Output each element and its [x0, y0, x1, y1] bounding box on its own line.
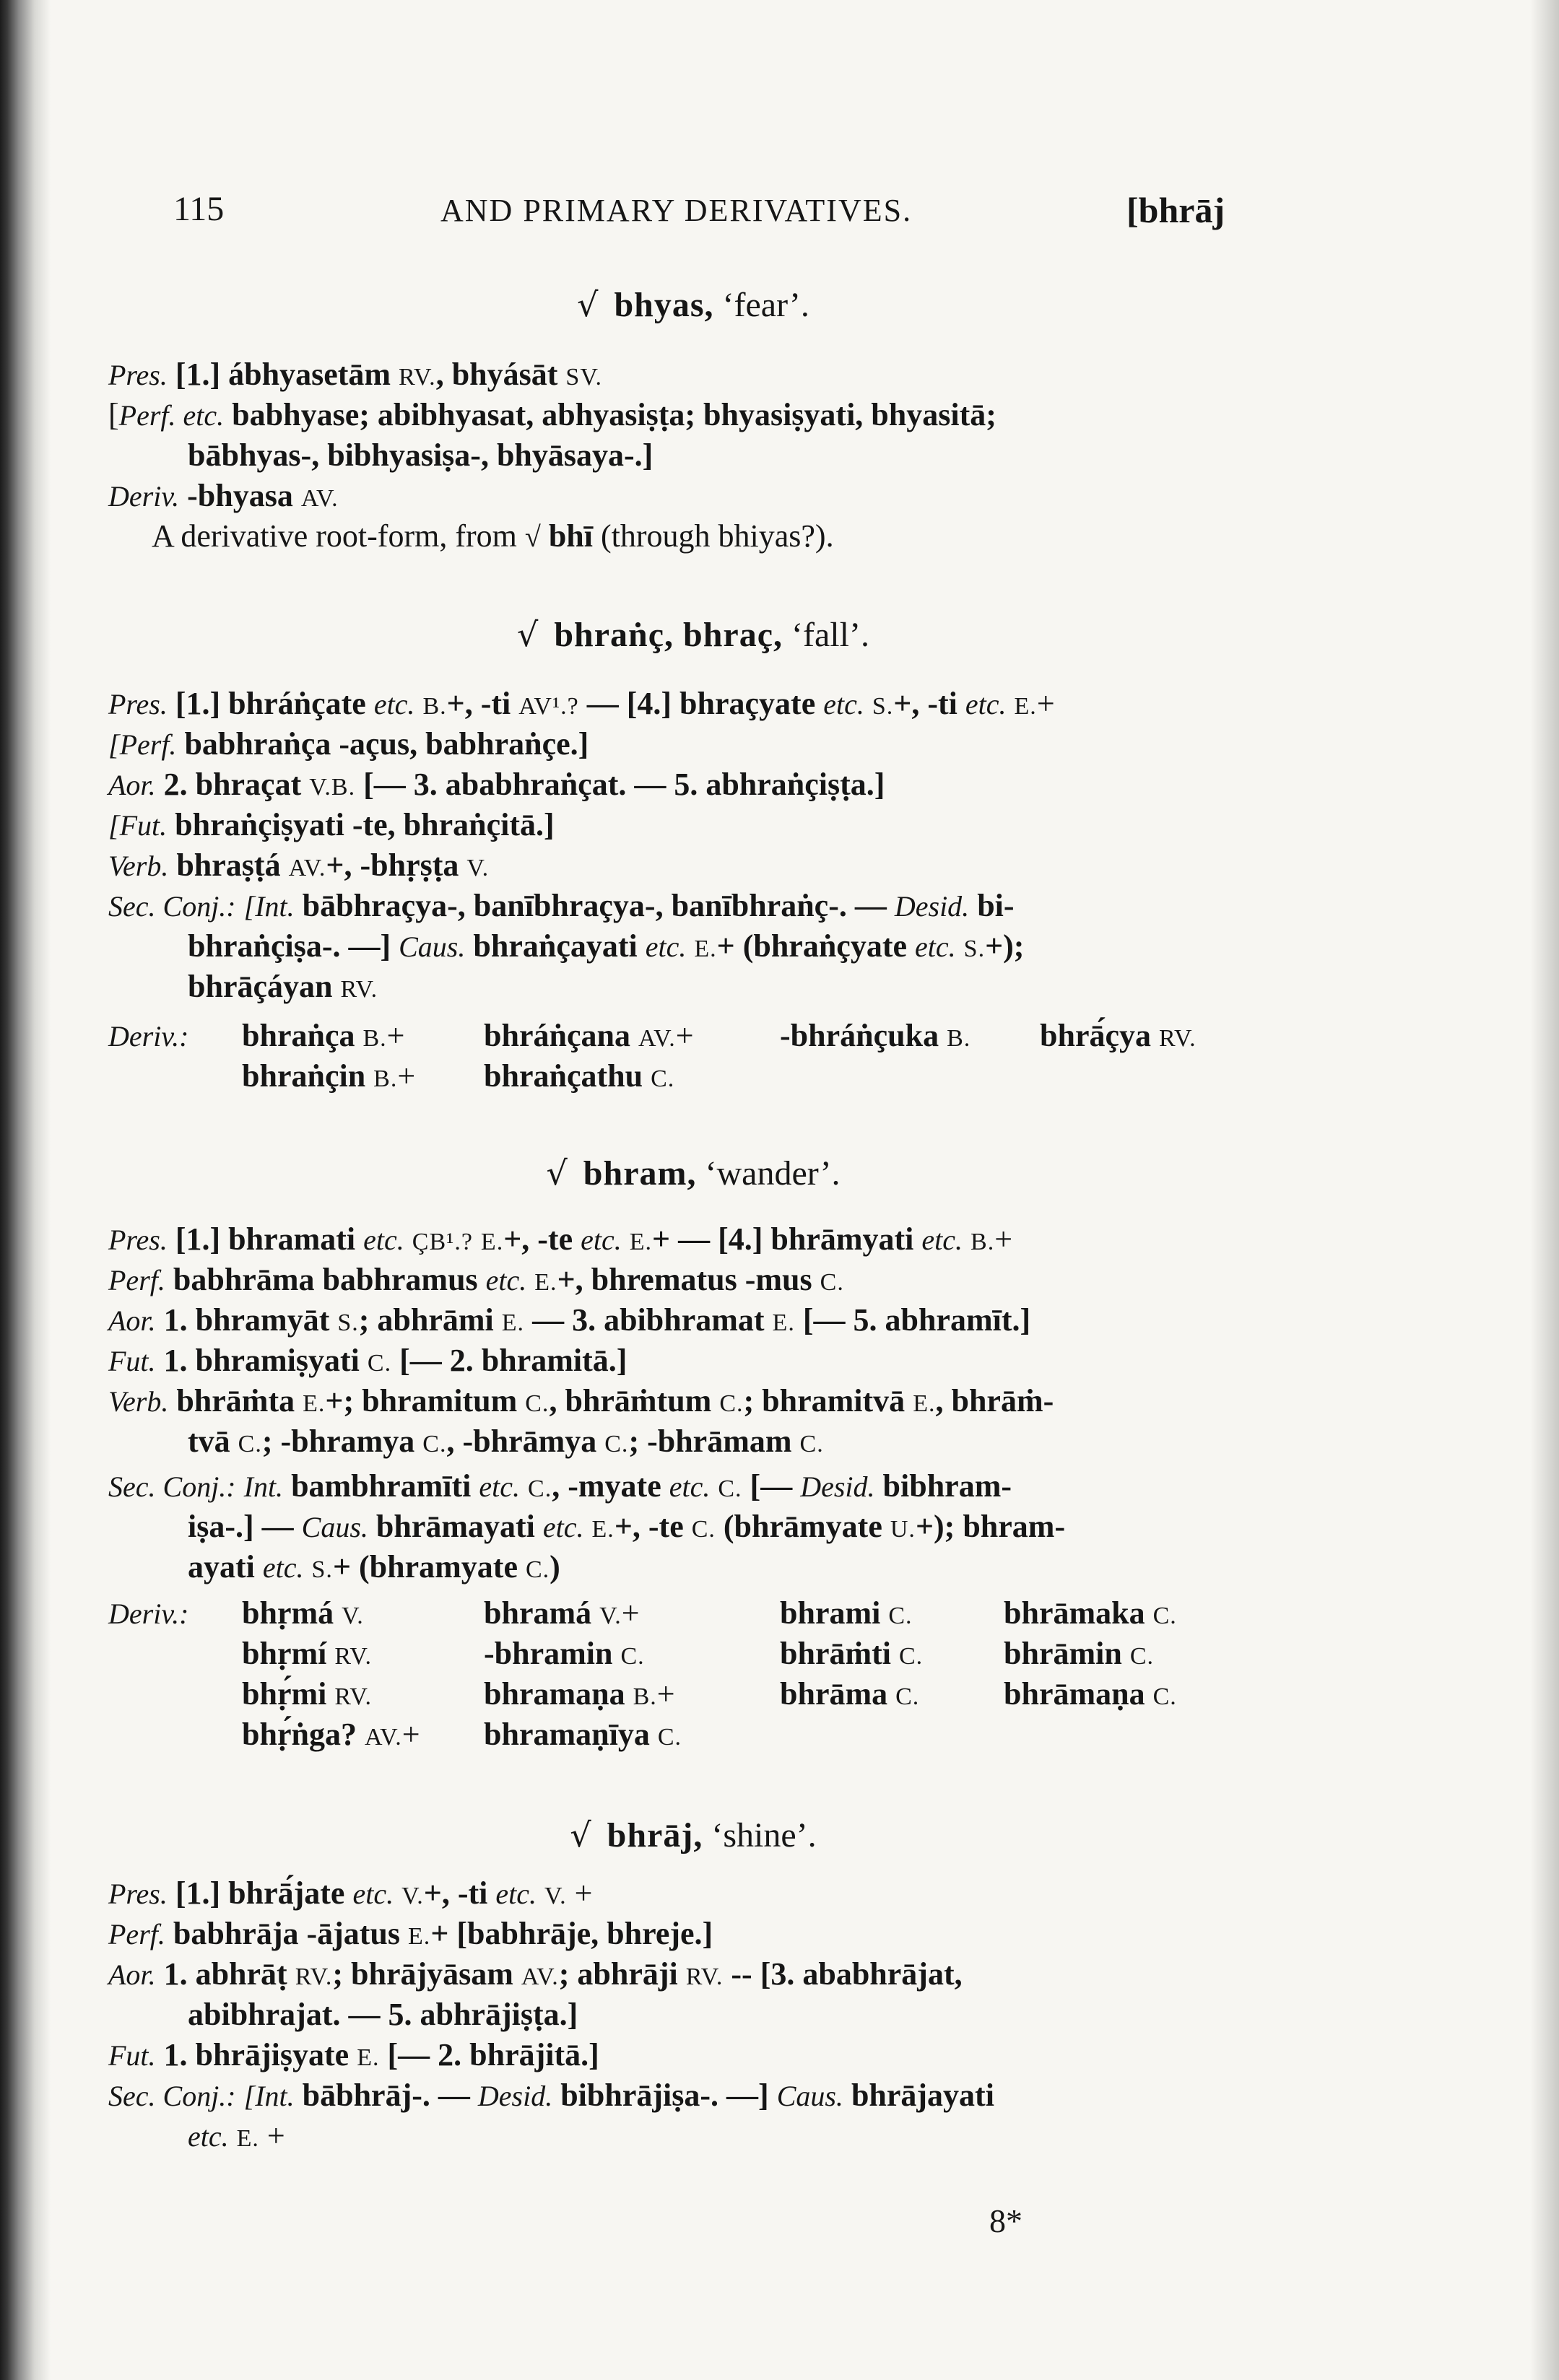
- etc-label: etc.: [352, 1878, 394, 1910]
- derivative-item: [242, 1016, 405, 1058]
- source-abbrev: RV.: [340, 976, 378, 1003]
- bhram-secondary-line: [108, 1467, 1278, 1509]
- source-abbrev: V.B.: [309, 774, 356, 801]
- form-text: + — [4.] bhrāmyati: [652, 1221, 914, 1257]
- source-abbrev: B.: [373, 1065, 398, 1092]
- form-text: bhraṅçayati: [473, 928, 638, 964]
- entry-title-bhraj: [108, 1815, 1278, 1855]
- entry-gloss: ‘fall’.: [791, 616, 869, 654]
- form-text: ; abhrāji: [558, 1956, 678, 1992]
- form-label: Perf. etc.: [118, 399, 225, 432]
- bhyas-deriv-line: [108, 476, 1278, 518]
- etc-label: etc.: [363, 1224, 404, 1256]
- form-text: +);: [985, 928, 1025, 964]
- form-text: [1.] bhráṅçate: [175, 686, 366, 721]
- source-abbrev: S.: [872, 693, 894, 720]
- form-text: babhrāma babhramus: [173, 1262, 478, 1297]
- radical-sign-icon: √: [570, 1815, 591, 1854]
- source-abbrev: U.: [890, 1516, 916, 1543]
- form-text: tvā: [188, 1424, 230, 1459]
- source-abbrev: E.: [913, 1390, 936, 1417]
- form-text: — 3. abibhramat: [532, 1302, 765, 1338]
- bhyas-present-line: [108, 355, 1278, 397]
- form-label: Fut.: [108, 2039, 156, 2072]
- derivative-item: [484, 1715, 682, 1757]
- source-abbrev: AV.: [300, 485, 339, 512]
- form-label: Perf.: [108, 1264, 165, 1296]
- bhram-secondary-line-2: [188, 1507, 1278, 1549]
- form-text: bhrāmayati: [375, 1509, 535, 1544]
- form-text: [— 5. abhramīt.]: [802, 1302, 1031, 1338]
- derivative-word: bhraṅçathu: [484, 1058, 643, 1094]
- entry-title-bhyas: [108, 285, 1278, 325]
- source-abbrev: E.: [408, 1923, 431, 1950]
- source-abbrev: C.: [657, 1724, 682, 1751]
- derivative-item: [1004, 1675, 1177, 1717]
- form-text: ayati: [188, 1549, 255, 1585]
- entry-root: bhyas,: [614, 286, 714, 324]
- form-label: Desid.: [800, 1470, 875, 1503]
- source-abbrev: AV.: [521, 1963, 559, 1990]
- form-text: ; -bhrāmam: [628, 1424, 792, 1459]
- form-text: bambhramīti: [291, 1468, 472, 1504]
- form-label: Desid.: [894, 890, 970, 923]
- form-label: Aor.: [108, 1958, 156, 1991]
- form-text: bhraṣṭá: [176, 847, 281, 883]
- form-text: + [babhrāje, bhreje.]: [430, 1916, 713, 1951]
- form-label: [Perf.: [108, 728, 177, 761]
- source-abbrev: RV.: [685, 1963, 724, 1990]
- form-label: [Int.: [243, 2080, 295, 2112]
- derivative-word: bhrami: [780, 1595, 881, 1631]
- running-head: [108, 189, 1278, 240]
- source-abbrev: RV.: [334, 1643, 372, 1670]
- form-text: bhraṅçiṣyati -te, bhraṅçitā.]: [175, 807, 555, 842]
- form-text: [— 3. ababhraṅçat. — 5. abhraṅçiṣṭa.]: [363, 767, 885, 802]
- running-title: AND PRIMARY DERIVATIVES.: [440, 193, 913, 228]
- bhranc-aorist-line: [108, 765, 1278, 807]
- form-text: [1.] bhramati: [175, 1221, 356, 1257]
- bhranc-secondary-line: [108, 886, 1278, 926]
- form-text: [—: [750, 1468, 793, 1504]
- signature-mark: 8*: [989, 2202, 1022, 2239]
- bhranc-future-line: [108, 806, 1278, 845]
- etc-label: etc.: [669, 1470, 711, 1503]
- derivative-item: [780, 1634, 923, 1676]
- source-abbrev: C.: [604, 1431, 629, 1457]
- derivative-word: bhramá: [484, 1595, 592, 1631]
- form-text: ; abhrāmi: [358, 1302, 494, 1338]
- source-abbrev: V.: [401, 1883, 424, 1909]
- form-text: ; bhramitvā: [743, 1383, 906, 1418]
- etc-label: etc.: [915, 930, 956, 963]
- form-label: Pres.: [108, 688, 168, 720]
- bhram-perfect-line: [108, 1260, 1278, 1302]
- derivative-word: -bhráṅçuka: [780, 1018, 939, 1053]
- form-text: , -myate: [552, 1468, 661, 1504]
- source-abbrev: E.: [1014, 693, 1037, 720]
- source-abbrev: AV.: [638, 1025, 676, 1052]
- form-text: bhrāçáyan: [188, 969, 333, 1004]
- form-text: 1. bhrājiṣyate: [163, 2037, 349, 2072]
- running-root: [bhrāj: [1126, 190, 1225, 230]
- source-abbrev: B.: [362, 1025, 387, 1052]
- source-abbrev: C.: [525, 1556, 550, 1583]
- source-abbrev: E.: [501, 1309, 525, 1336]
- form-text: +; bhramitum: [325, 1383, 518, 1418]
- form-text: (bhrāmyate: [723, 1509, 882, 1544]
- derivative-word: bhṛmí: [242, 1636, 327, 1671]
- source-abbrev: E.: [694, 936, 717, 962]
- form-text: iṣa-.] —: [188, 1509, 294, 1544]
- form-text: 2. bhraçat: [163, 767, 302, 802]
- form-text: +, -te: [503, 1221, 573, 1257]
- form-label: Pres.: [108, 359, 168, 391]
- bhyas-note: [152, 517, 1321, 557]
- plus-sign: +: [574, 1875, 593, 1911]
- derivative-word: bhrāṁti: [780, 1636, 891, 1671]
- form-text: +, -ti: [423, 1875, 488, 1911]
- form-text: [— 2. bhramitā.]: [399, 1343, 627, 1378]
- form-label: Desid.: [477, 2080, 553, 2112]
- source-abbrev: RV.: [399, 364, 436, 391]
- plus-sign: +: [401, 1717, 420, 1752]
- source-abbrev: C.: [1129, 1643, 1155, 1670]
- form-text: [— 2. bhrājitā.]: [387, 2037, 599, 2072]
- form-text: + (bhramyate: [332, 1549, 518, 1585]
- source-abbrev: AV¹.?: [518, 693, 579, 720]
- form-label: Perf.: [108, 1918, 165, 1950]
- form-label: Sec. Conj.:: [108, 890, 236, 923]
- source-abbrev: E.: [480, 1229, 504, 1255]
- source-abbrev: ÇB¹.?: [412, 1229, 473, 1255]
- bhraj-aorist-line: [108, 1955, 1278, 1997]
- form-text: +, -ti: [446, 686, 511, 721]
- entry-root: bhrāj,: [607, 1816, 703, 1854]
- source-abbrev: C.: [799, 1431, 824, 1457]
- form-text: +, -bhṛṣṭa: [326, 847, 459, 883]
- bhraj-secondary-line: [108, 2076, 1278, 2116]
- form-text: bi-: [977, 888, 1015, 923]
- form-text: +, -ti: [893, 686, 957, 721]
- bhram-verbal-line: [108, 1382, 1278, 1424]
- source-abbrev: RV.: [1159, 1025, 1197, 1052]
- derivative-item: [242, 1715, 420, 1757]
- bhranc-deriv-label: [108, 1016, 188, 1056]
- form-text: ): [550, 1549, 560, 1585]
- form-text: bābhyas-, bibhyasiṣa-, bhyāsaya-.]: [188, 437, 653, 473]
- source-abbrev: C.: [238, 1431, 262, 1457]
- derivative-item: [1040, 1016, 1197, 1058]
- form-text: bhrājayati: [851, 2078, 994, 2113]
- bhram-secondary-line-3: [188, 1548, 1278, 1590]
- source-abbrev: C.: [1152, 1683, 1177, 1710]
- source-abbrev: C.: [620, 1643, 645, 1670]
- derivative-word: bhráṅçana: [484, 1018, 630, 1053]
- etc-label: etc.: [965, 688, 1007, 720]
- source-abbrev: C.: [691, 1516, 716, 1543]
- source-abbrev: E.: [629, 1229, 653, 1255]
- form-text: 1. bhramiṣyati: [163, 1343, 360, 1378]
- form-label: Sec. Conj.:: [108, 2080, 236, 2112]
- derivative-item: [780, 1594, 913, 1636]
- etc-label: etc.: [485, 1264, 527, 1296]
- form-text: + (bhraṅçyate: [716, 928, 908, 964]
- source-abbrev: C.: [1152, 1603, 1177, 1629]
- source-abbrev: C.: [422, 1431, 447, 1457]
- source-abbrev: C.: [888, 1603, 913, 1629]
- form-text: ; -bhramya: [261, 1424, 415, 1459]
- source-abbrev: E.: [236, 2125, 259, 2152]
- source-abbrev: V.: [466, 855, 490, 881]
- bhranc-verbal-line: [108, 846, 1278, 888]
- entry-gloss: ‘fear’.: [722, 286, 809, 324]
- source-abbrev: C.: [718, 1475, 742, 1502]
- derivative-item: [484, 1057, 674, 1099]
- form-text: — [4.] bhraçyate: [586, 686, 816, 721]
- entry-root: bhraṅç, bhraç,: [554, 616, 783, 654]
- form-label: Caus.: [399, 930, 466, 963]
- derivative-item: [484, 1675, 675, 1717]
- form-text: [1.] ábhyasetām: [175, 357, 391, 392]
- etc-label: etc.: [542, 1511, 584, 1543]
- form-label: Caus.: [301, 1511, 368, 1543]
- source-abbrev: RV.: [334, 1683, 372, 1710]
- form-text: , -bhrāmya: [446, 1424, 597, 1459]
- source-abbrev: B.: [633, 1683, 657, 1710]
- source-abbrev: V.: [342, 1603, 364, 1629]
- bhraj-present-line: [108, 1874, 1278, 1916]
- bracket: [: [108, 397, 119, 432]
- source-abbrev: E.: [357, 2044, 380, 2071]
- etc-label: etc.: [479, 1470, 521, 1503]
- bhyas-perfect-line: [108, 396, 1278, 435]
- form-text: bābhraçya-, banībhraçya-, banībhraṅç-. —: [302, 888, 887, 923]
- source-abbrev: E.: [534, 1269, 557, 1296]
- form-label: Aor.: [108, 1304, 156, 1337]
- form-label: Verb.: [108, 850, 169, 882]
- bhram-present-line: [108, 1220, 1278, 1262]
- form-text: bibhrājiṣa-. —]: [560, 2078, 769, 2113]
- source-abbrev: E.: [591, 1516, 615, 1543]
- source-abbrev: B.: [422, 693, 447, 720]
- source-abbrev: AV.: [288, 855, 326, 881]
- bhraj-aorist-line-2: [188, 1995, 1278, 2034]
- bhraj-future-line: [108, 2036, 1278, 2078]
- source-abbrev: C.: [651, 1065, 675, 1092]
- derivative-item: [484, 1016, 694, 1058]
- source-abbrev: E.: [303, 1390, 326, 1417]
- bhram-verbal-line-2: [188, 1422, 1278, 1464]
- form-text: babhyase; abibhyasat, abhyasiṣṭa; bhyasiṣyati, bhyasitā;: [232, 397, 996, 432]
- form-label: Pres.: [108, 1878, 168, 1910]
- plus-sign: +: [266, 2118, 285, 2153]
- derivative-word: bhramaṇa: [484, 1676, 625, 1712]
- source-abbrev: C.: [899, 1643, 924, 1670]
- form-label: Deriv.:: [108, 1597, 189, 1630]
- scan-right-edge: [1530, 0, 1559, 2380]
- form-text: , bhyásāt: [435, 357, 558, 392]
- plus-sign: +: [397, 1058, 416, 1094]
- derivative-item: [242, 1634, 372, 1676]
- entry-gloss: ‘wander’.: [705, 1154, 841, 1193]
- derivative-word: bhramaṇīya: [484, 1717, 650, 1752]
- source-abbrev: S.: [963, 936, 986, 962]
- etc-label: etc.: [188, 2120, 229, 2153]
- derivative-item: [1004, 1634, 1154, 1676]
- source-abbrev: C.: [719, 1390, 744, 1417]
- page-number: 115: [173, 190, 225, 228]
- plus-sign: +: [1036, 686, 1055, 721]
- bhram-aorist-line: [108, 1301, 1278, 1343]
- form-label: Int.: [243, 1470, 284, 1503]
- form-text: +, -te: [614, 1509, 684, 1544]
- etc-label: etc.: [921, 1224, 963, 1256]
- source-abbrev: V.: [599, 1603, 622, 1629]
- etc-label: etc.: [645, 930, 687, 963]
- form-label: [Int.: [243, 890, 295, 923]
- derivative-word: bhṛ́mi: [242, 1676, 327, 1712]
- bhranc-secondary-line-2: [188, 927, 1278, 969]
- bhranc-perfect-line: [108, 725, 1278, 764]
- derivative-item: [1004, 1594, 1177, 1636]
- form-text: , bhrāṁtum: [549, 1383, 712, 1418]
- form-text: bhrāṁta: [176, 1383, 295, 1418]
- form-label: Verb.: [108, 1385, 169, 1418]
- form-text: -- [3. ababhrājat,: [731, 1956, 963, 1992]
- source-abbrev: E.: [772, 1309, 795, 1336]
- radical-sign-icon: √: [546, 1154, 568, 1193]
- form-text: 1. bhramyāt: [163, 1302, 330, 1338]
- derivative-word: bhṛ́ṅga?: [242, 1717, 357, 1752]
- derivative-item: [484, 1634, 645, 1676]
- derivative-item: [242, 1675, 372, 1717]
- plus-sign: +: [386, 1018, 405, 1053]
- derivative-word: -bhramin: [484, 1636, 613, 1671]
- source-abbrev: AV.: [364, 1724, 402, 1751]
- scan-binding-edge: [0, 0, 51, 2380]
- bhranc-present-line: [108, 684, 1278, 726]
- form-label: Fut.: [108, 1345, 156, 1377]
- plus-sign: +: [621, 1595, 640, 1631]
- form-text: bhraṅçiṣa-. —]: [188, 928, 391, 964]
- form-text: babhraṅça -açus, babhraṅçe.]: [184, 726, 589, 762]
- radical-sign-icon: √: [577, 285, 599, 324]
- derivative-word: bhrā́çya: [1040, 1018, 1151, 1053]
- derivative-item: [242, 1594, 364, 1636]
- form-label: Deriv.: [108, 480, 180, 513]
- source-abbrev: RV.: [295, 1963, 333, 1990]
- bhyas-perfect-line-2: [188, 436, 1278, 475]
- form-text: [1.] bhrā́jate: [175, 1875, 345, 1911]
- bhranc-secondary-line-3: [188, 967, 1278, 1009]
- note-text: A derivative root-form, from: [152, 518, 517, 554]
- form-label: Pres.: [108, 1224, 168, 1256]
- etc-label: etc.: [262, 1551, 304, 1584]
- derivative-item: [242, 1057, 415, 1099]
- etc-label: etc.: [581, 1224, 622, 1256]
- derivative-word: bhraṅçin: [242, 1058, 366, 1094]
- derivative-item: [780, 1675, 919, 1717]
- etc-label: etc.: [823, 688, 864, 720]
- etc-label: etc.: [373, 688, 415, 720]
- source-abbrev: V.: [544, 1883, 567, 1909]
- source-abbrev: C.: [820, 1269, 844, 1296]
- form-text: bibhram-: [882, 1468, 1012, 1504]
- form-text: babhrāja -ājatus: [173, 1916, 401, 1951]
- derivative-word: bhrāmin: [1004, 1636, 1122, 1671]
- form-text: abibhrajat. — 5. abhrājiṣṭa.]: [188, 1997, 578, 2032]
- etc-label: etc.: [495, 1878, 537, 1910]
- derivative-word: bhrāma: [780, 1676, 888, 1712]
- bhraj-perfect-line: [108, 1914, 1278, 1956]
- plus-sign: +: [675, 1018, 694, 1053]
- source-abbrev: B.: [947, 1025, 971, 1052]
- form-label: [Fut.: [108, 809, 168, 842]
- entry-root: bhram,: [583, 1154, 697, 1193]
- note-root: bhī: [548, 518, 593, 554]
- source-abbrev: B.: [970, 1229, 995, 1255]
- source-abbrev: C.: [525, 1390, 550, 1417]
- form-label: Caus.: [776, 2080, 843, 2112]
- derivative-word: bhṛmá: [242, 1595, 334, 1631]
- source-abbrev: C.: [367, 1350, 392, 1377]
- source-abbrev: SV.: [565, 364, 602, 391]
- source-abbrev: C.: [528, 1475, 552, 1502]
- entry-title-bhram: [108, 1154, 1278, 1193]
- derivative-word: bhraṅça: [242, 1018, 355, 1053]
- derivative-word: bhrāmaṇa: [1004, 1676, 1145, 1712]
- form-text: bābhrāj-. —: [302, 2078, 470, 2113]
- plus-sign: +: [656, 1676, 675, 1712]
- form-text: , bhrāṁ-: [935, 1383, 1054, 1418]
- form-text: -bhyasa: [187, 478, 293, 513]
- radical-sign-icon: √: [524, 520, 541, 553]
- source-abbrev: S.: [337, 1309, 359, 1336]
- bhraj-secondary-line-2: [188, 2117, 1278, 2158]
- derivative-item: [484, 1594, 640, 1636]
- entry-gloss: ‘shine’.: [711, 1816, 817, 1854]
- derivative-item: [780, 1016, 970, 1058]
- form-label: Aor.: [108, 769, 156, 801]
- entry-title-bhranc: [108, 615, 1278, 655]
- form-label: Deriv.:: [108, 1020, 189, 1052]
- derivative-word: bhrāmaka: [1004, 1595, 1145, 1631]
- form-text: ; bhrājyāsam: [332, 1956, 513, 1992]
- radical-sign-icon: √: [517, 615, 539, 654]
- bhram-future-line: [108, 1341, 1278, 1383]
- form-text: 1. abhrāṭ: [163, 1956, 287, 1992]
- form-label: Sec. Conj.:: [108, 1470, 236, 1503]
- source-abbrev: S.: [311, 1556, 333, 1583]
- bhram-deriv-label: [108, 1594, 188, 1634]
- form-text: +); bhram-: [915, 1509, 1066, 1544]
- form-text: +, bhrematus -mus: [557, 1262, 812, 1297]
- source-abbrev: C.: [895, 1683, 920, 1710]
- note-text: (through bhiyas?).: [600, 518, 834, 554]
- plus-sign: +: [994, 1221, 1013, 1257]
